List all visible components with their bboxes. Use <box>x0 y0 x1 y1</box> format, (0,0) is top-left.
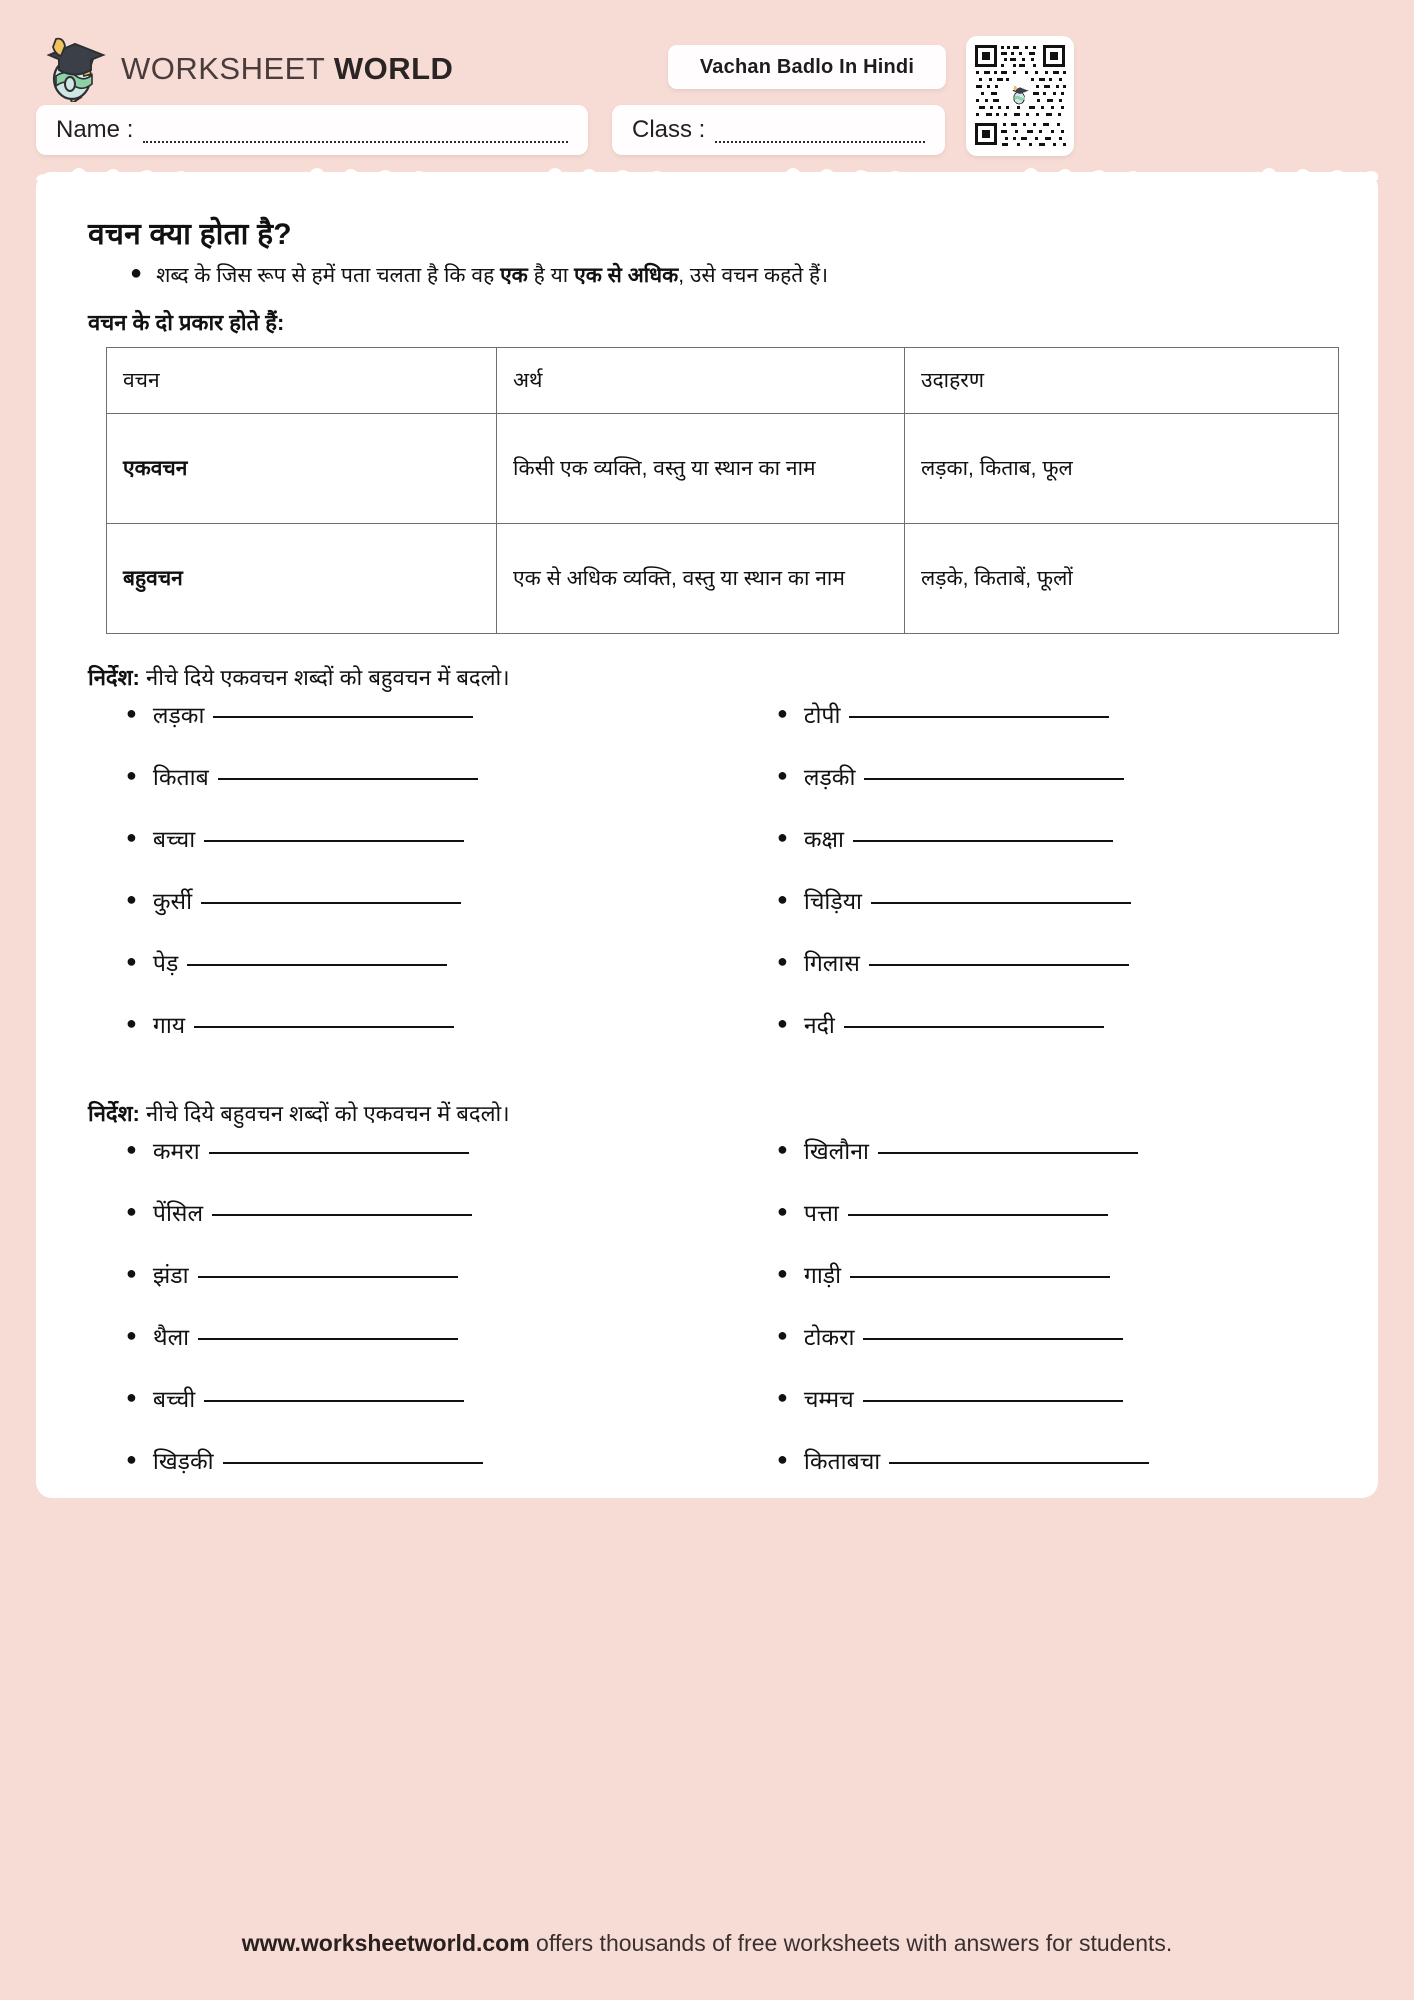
question-word: पेंसिल <box>152 1200 204 1227</box>
question-item <box>777 760 1348 792</box>
question-word: गिलास <box>803 950 860 977</box>
exercise-1-columns <box>66 698 1348 1070</box>
question-word: झंडा <box>152 1262 189 1289</box>
answer-blank[interactable] <box>849 716 1109 718</box>
exercise-1-left-column <box>66 698 707 1070</box>
qr-code[interactable] <box>966 36 1074 156</box>
answer-blank[interactable] <box>863 1400 1123 1402</box>
answer-blank[interactable] <box>853 840 1113 842</box>
answer-blank[interactable] <box>218 778 478 780</box>
question-item <box>777 822 1348 854</box>
table-row <box>107 414 1339 524</box>
question-word: चिड़िया <box>803 888 862 915</box>
answer-blank[interactable] <box>204 840 464 842</box>
question-word: नदी <box>803 1012 835 1039</box>
table-row <box>107 524 1339 634</box>
name-field[interactable] <box>36 105 588 155</box>
question-item <box>126 1196 707 1228</box>
worksheet-title: Vachan Badlo In Hindi <box>699 55 915 78</box>
answer-blank[interactable] <box>889 1462 1149 1464</box>
answer-blank[interactable] <box>201 902 461 904</box>
table-header-udaharan: उदाहरण <box>905 348 1339 414</box>
question-item <box>126 1008 707 1040</box>
bullet-icon: ● <box>777 765 788 786</box>
bullet-icon: ● <box>777 1013 788 1034</box>
bullet-icon: ● <box>126 1449 137 1470</box>
class-label: Class : <box>632 116 706 143</box>
types-subheading: वचन के दो प्रकार होते हैं: <box>88 310 285 336</box>
answer-blank[interactable] <box>198 1338 458 1340</box>
answer-blank[interactable] <box>194 1026 454 1028</box>
question-item <box>126 1382 707 1414</box>
bullet-icon: ● <box>777 827 788 848</box>
question-item <box>777 1134 1348 1166</box>
answer-blank[interactable] <box>869 964 1129 966</box>
bullet-icon: ● <box>777 889 788 910</box>
worksheet-title-pill <box>668 45 946 89</box>
bullet-icon: ● <box>130 262 143 284</box>
cell-vachan-ekvachan: एकवचन <box>107 414 497 524</box>
question-word: लड़का <box>152 702 205 729</box>
class-input[interactable] <box>715 141 925 143</box>
question-item <box>126 946 707 978</box>
question-item <box>126 698 707 730</box>
question-item <box>777 1196 1348 1228</box>
question-word: कक्षा <box>803 826 844 853</box>
class-field[interactable] <box>612 105 945 155</box>
question-word: बच्ची <box>152 1386 196 1413</box>
bullet-icon: ● <box>126 1013 137 1034</box>
question-word: लड़की <box>803 764 856 791</box>
bullet-icon: ● <box>777 1263 788 1284</box>
question-word: खिड़की <box>152 1448 214 1475</box>
answer-blank[interactable] <box>213 716 473 718</box>
question-item <box>777 1008 1348 1040</box>
question-word: थैला <box>152 1324 190 1351</box>
bullet-icon: ● <box>126 1387 137 1408</box>
bullet-icon: ● <box>126 703 137 724</box>
vachan-table <box>106 347 1339 634</box>
definition-text <box>156 261 828 291</box>
qr-code-canvas <box>973 43 1067 149</box>
exercise-1-right-column <box>707 698 1348 1070</box>
brand-name-light: WORKSHEET <box>121 51 325 86</box>
name-label: Name : <box>56 116 134 143</box>
question-item <box>126 760 707 792</box>
bullet-icon: ● <box>777 1325 788 1346</box>
exercise-1-instruction <box>88 662 1348 692</box>
table-header-row <box>107 348 1339 414</box>
question-item <box>777 946 1348 978</box>
question-word: कुर्सी <box>152 888 193 915</box>
answer-blank[interactable] <box>848 1214 1108 1216</box>
cell-udaharan-ekvachan: लड़का, किताब, फूल <box>905 414 1339 524</box>
question-item <box>777 884 1348 916</box>
bullet-icon: ● <box>126 951 137 972</box>
bullet-icon: ● <box>777 1139 788 1160</box>
definition-bold-more: एक से अधिक <box>574 264 679 287</box>
question-word: किताब <box>152 764 209 791</box>
question-item <box>126 884 707 916</box>
question-item <box>126 1444 707 1476</box>
answer-blank[interactable] <box>198 1276 458 1278</box>
brand-name <box>121 51 453 87</box>
table-header-arth: अर्थ <box>497 348 905 414</box>
brand <box>45 36 453 102</box>
bullet-icon: ● <box>126 827 137 848</box>
bullet-icon: ● <box>126 1263 137 1284</box>
page-title: वचन क्या होता है? <box>88 218 292 251</box>
answer-blank[interactable] <box>871 902 1131 904</box>
question-word: गाय <box>152 1012 186 1039</box>
bullet-icon: ● <box>777 1201 788 1222</box>
question-item <box>777 1444 1348 1476</box>
footer-site-link[interactable]: www.worksheetworld.com <box>241 1930 530 1956</box>
question-word: टोपी <box>803 702 841 729</box>
question-word: किताबचा <box>803 1448 881 1475</box>
question-word: कमरा <box>152 1138 200 1165</box>
exercise-1-text: नीचे दिये एकवचन शब्दों को बहुवचन में बदलो। <box>139 665 510 691</box>
question-word: टोकरा <box>803 1324 855 1351</box>
definition-pre: शब्द के जिस रूप से हमें पता चलता है कि वह <box>156 264 501 287</box>
question-item <box>126 1258 707 1290</box>
brand-name-bold: WORLD <box>333 51 454 86</box>
bullet-icon: ● <box>126 889 137 910</box>
exercise-2-instruction <box>88 1098 1348 1128</box>
exercise-1-label: निर्देश: <box>88 665 140 691</box>
cell-vachan-bahuvachan: बहुवचन <box>107 524 497 634</box>
question-word: बच्चा <box>152 826 196 853</box>
cell-udaharan-bahuvachan: लड़के, किताबें, फूलों <box>905 524 1339 634</box>
footer <box>0 1930 1414 1957</box>
question-word: चम्मच <box>803 1386 854 1413</box>
exercise-2-text: नीचे दिये बहुवचन शब्दों को एकवचन में बदलो। <box>139 1101 510 1127</box>
table-header-vachan: वचन <box>107 348 497 414</box>
answer-blank[interactable] <box>223 1462 483 1464</box>
answer-blank[interactable] <box>878 1152 1138 1154</box>
exercise-2-right-column <box>707 1134 1348 1506</box>
exercise-2-columns <box>66 1134 1348 1506</box>
question-word: पत्ता <box>803 1200 839 1227</box>
question-item <box>126 822 707 854</box>
answer-blank[interactable] <box>209 1152 469 1154</box>
cell-arth-bahuvachan: एक से अधिक व्यक्ति, वस्तु या स्थान का नाम <box>497 524 905 634</box>
exercise-2-label: निर्देश: <box>88 1101 140 1127</box>
bullet-icon: ● <box>126 1139 137 1160</box>
name-input[interactable] <box>143 141 568 143</box>
question-word: खिलौना <box>803 1138 869 1165</box>
question-item <box>777 1320 1348 1352</box>
footer-tagline: offers thousands of free worksheets with answers for students. <box>529 1930 1173 1956</box>
question-word: गाड़ी <box>803 1262 842 1289</box>
answer-blank[interactable] <box>863 1338 1123 1340</box>
answer-blank[interactable] <box>212 1214 472 1216</box>
answer-blank[interactable] <box>864 778 1124 780</box>
answer-blank[interactable] <box>187 964 447 966</box>
question-item <box>126 1134 707 1166</box>
answer-blank[interactable] <box>850 1276 1110 1278</box>
definition-post: , उसे वचन कहते हैं। <box>678 264 829 287</box>
bullet-icon: ● <box>126 765 137 786</box>
bullet-icon: ● <box>126 1201 137 1222</box>
question-item <box>777 1258 1348 1290</box>
worksheet-sheet <box>36 172 1378 1498</box>
graduation-cap-pencil-logo <box>45 36 107 102</box>
bullet-icon: ● <box>777 1387 788 1408</box>
question-item <box>777 698 1348 730</box>
cell-arth-ekvachan: किसी एक व्यक्ति, वस्तु या स्थान का नाम <box>497 414 905 524</box>
answer-blank[interactable] <box>844 1026 1104 1028</box>
exercise-2-left-column <box>66 1134 707 1506</box>
question-item <box>126 1320 707 1352</box>
question-word: पेड़ <box>152 950 179 977</box>
bullet-icon: ● <box>777 703 788 724</box>
bullet-icon: ● <box>777 1449 788 1470</box>
question-item <box>777 1382 1348 1414</box>
answer-blank[interactable] <box>204 1400 464 1402</box>
definition-bullet <box>130 261 1348 291</box>
definition-mid: है या <box>527 264 575 287</box>
bullet-icon: ● <box>777 951 788 972</box>
bullet-icon: ● <box>126 1325 137 1346</box>
definition-bold-one: एक <box>500 264 528 287</box>
